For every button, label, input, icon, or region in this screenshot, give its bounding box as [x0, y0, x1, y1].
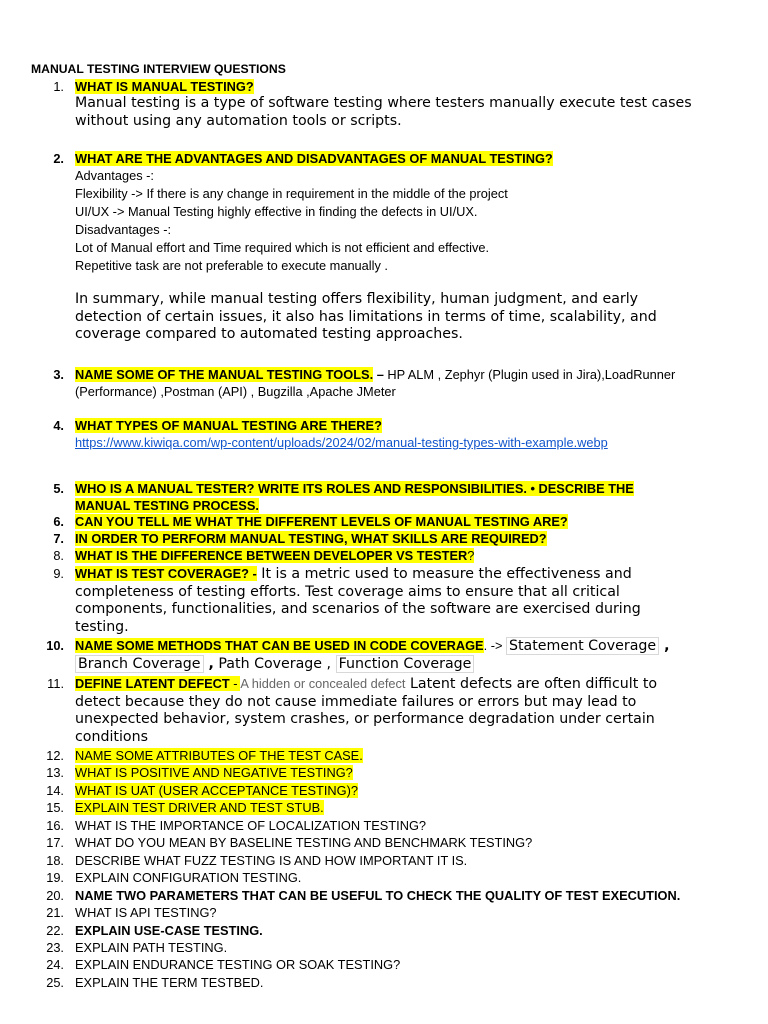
question-tail: ? [467, 548, 475, 563]
answer-text [75, 95, 747, 130]
question-text: MANUAL TESTING PROCESS. [75, 498, 259, 513]
question-text: DEFINE LATENT DEFECT [75, 676, 230, 691]
question-text: NAME SOME ATTRIBUTES OF THE TEST CASE [75, 748, 360, 763]
answer-line: Manual testing is a type of software testing where testers manually execute test cases [75, 95, 692, 111]
question-text: EXPLAIN CONFIGURATION TESTING. [75, 870, 302, 886]
list-number: 24. [46, 957, 64, 973]
question-text: WHAT IS UAT (USER ACCEPTANCE TESTING)? [75, 782, 358, 798]
list-number: 13. [46, 765, 64, 781]
question-text: NAME SOME OF THE MANUAL TESTING TOOLS. [75, 367, 374, 382]
answer-line: components, functionalities, and scenarios of the software are exercised during [75, 601, 641, 617]
question-text: WHAT IS POSITIVE AND NEGATIVE TESTING? [75, 765, 353, 781]
list-number: 19. [46, 870, 64, 886]
question-text: DESCRIBE WHAT FUZZ TESTING IS AND HOW IMPORTANT IT IS. [75, 852, 468, 868]
list-number: 21. [46, 905, 64, 921]
question-text: WHAT IS API TESTING? [75, 905, 217, 921]
question-tail: . [359, 748, 363, 763]
question-text: NAME SOME METHODS THAT CAN BE USED IN CODE COVERAGE [75, 638, 484, 653]
question-text: WHO IS A MANUAL TESTER? WRITE ITS ROLES AND RESPONSIBILITIES. • DESCRIBE THE [75, 481, 634, 496]
list-number: 2. [53, 151, 64, 166]
answer-text: Latent defects are often difficult to [405, 676, 658, 692]
list-number: 18. [46, 852, 64, 868]
answer-line: detect because they do not cause immediate failures or errors but may lead to [75, 693, 637, 710]
document-title: MANUAL TESTING INTERVIEW QUESTIONS [31, 62, 286, 76]
advantages-line: Repetitive task are not preferable to execute manually . [75, 258, 388, 273]
comma-separator: , [322, 655, 336, 672]
comma-separator: , [203, 655, 214, 672]
question-text: WHAT IS THE DIFFERENCE BETWEEN DEVELOPER VS TESTER [75, 548, 468, 563]
list-number: 11. [47, 676, 64, 691]
comma-separator: , [659, 638, 670, 654]
answer-line: completeness of testing efforts. Test coverage aims to ensure that all critical [75, 583, 620, 600]
list-number: 8. [53, 548, 64, 563]
summary-line: coverage compared to automated testing approaches. [75, 326, 463, 342]
summary-text [75, 291, 747, 344]
question-text: WHAT TYPES OF MANUAL TESTING ARE THERE? [75, 418, 382, 433]
question-text: EXPLAIN ENDURANCE TESTING OR SOAK TESTING? [75, 957, 401, 973]
answer-text: (Performance) ,Postman (API) , Bugzilla ,Apache JMeter [75, 384, 396, 399]
list-number: 10. [46, 638, 64, 653]
question-text: WHAT IS THE IMPORTANCE OF LOCALIZATION TESTING? [75, 817, 427, 833]
arrow-separator: . -> [483, 638, 506, 653]
answer-line: testing. [75, 618, 129, 635]
coverage-branch: Branch Coverage [75, 655, 204, 673]
definition-text: A hidden or concealed defect [240, 676, 406, 691]
advantages-line: Lot of Manual effort and Time required which is not efficient and effective. [75, 240, 490, 255]
question-text: EXPLAIN TEST DRIVER AND TEST STUB. [75, 800, 324, 816]
list-number: 25. [46, 974, 64, 990]
list-number: 4. [53, 418, 64, 433]
answer-line: without using any automation tools or scripts. [75, 112, 402, 129]
question-text: EXPLAIN THE TERM TESTBED. [75, 974, 264, 990]
question-text: WHAT IS MANUAL TESTING? [75, 79, 254, 94]
summary-line: In summary, while manual testing offers flexibility, human judgment, and early [75, 291, 639, 307]
list-number: 9. [53, 566, 64, 581]
advantages-line: Disadvantages -: [75, 222, 172, 237]
advantages-line: UI/UX -> Manual Testing highly effective in finding the defects in UI/UX. [75, 204, 478, 219]
list-number: 17. [46, 835, 64, 851]
list-number: 15. [46, 800, 64, 816]
list-number: 23. [46, 939, 64, 955]
question-text: IN ORDER TO PERFORM MANUAL TESTING, WHAT SKILLS ARE REQUIRED? [75, 531, 547, 546]
dash-separator: - [229, 676, 241, 691]
advantages-line: Flexibility -> If there is any change in requirement in the middle of the project [75, 186, 508, 201]
advantages-line: Advantages -: [75, 168, 154, 183]
question-text: WHAT DO YOU MEAN BY BASELINE TESTING AND BENCHMARK TESTING? [75, 835, 533, 851]
list-number: 22. [46, 922, 64, 938]
dash-separator: – [373, 367, 388, 382]
summary-line: detection of certain issues, it also has limitations in terms of time, scalability, and [75, 308, 657, 325]
list-number: 16. [46, 817, 64, 833]
coverage-statement: Statement Coverage [506, 637, 659, 655]
answer-line: unexpected behavior, system crashes, or performance degradation under certain [75, 711, 655, 727]
list-number: 7. [53, 531, 64, 546]
answer-line: conditions [75, 728, 148, 745]
question-text: WHAT ARE THE ADVANTAGES AND DISADVANTAGES OF MANUAL TESTING? [75, 151, 553, 166]
list-number: 14. [46, 782, 64, 798]
list-number: 20. [46, 887, 64, 903]
question-text: EXPLAIN USE-CASE TESTING. [75, 922, 263, 938]
list-number: 5. [53, 481, 64, 496]
question-text: CAN YOU TELL ME WHAT THE DIFFERENT LEVELS OF MANUAL TESTING ARE? [75, 514, 568, 529]
list-number: 1. [53, 79, 64, 94]
list-number: 3. [53, 367, 64, 382]
question-text: EXPLAIN PATH TESTING. [75, 939, 228, 955]
coverage-function: Function Coverage [336, 655, 475, 673]
reference-link[interactable]: https://www.kiwiqa.com/wp-content/uploads/2024/02/manual-testing-types-with-example.webp [75, 435, 608, 450]
list-number: 12. [46, 748, 64, 763]
coverage-path: Path Coverage [218, 655, 323, 672]
advantages-list [75, 167, 747, 275]
question-text: WHAT IS TEST COVERAGE? - [75, 566, 257, 581]
answer-text: It is a metric used to measure the effectiveness and [256, 566, 632, 582]
answer-text: HP ALM , Zephyr (Plugin used in Jira),LoadRunner [387, 367, 676, 382]
question-text: NAME TWO PARAMETERS THAT CAN BE USEFUL TO CHECK THE QUALITY OF TEST EXECUTION. [75, 887, 681, 903]
list-number: 6. [53, 514, 64, 529]
